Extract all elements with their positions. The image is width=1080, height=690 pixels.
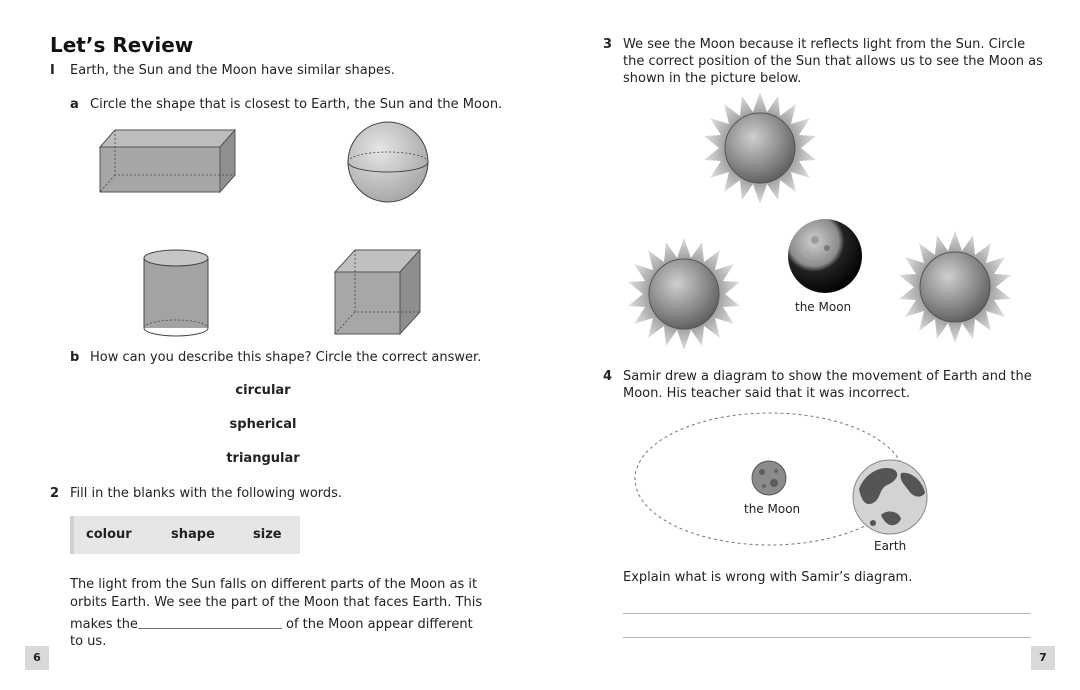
question-3-number: 3 [603, 37, 613, 52]
small-moon-image [750, 461, 790, 497]
question-3-line: the correct position of the Sun that allows us to see the Moon as [623, 54, 1043, 69]
moon-label: the Moon [795, 300, 852, 314]
page-title: Let’s Review [50, 33, 194, 57]
word-bank [70, 516, 300, 554]
question-2-number: 2 [50, 486, 60, 501]
question-1b-text: How can you describe this shape? Circle the correct answer. [90, 350, 482, 365]
sun-option-top[interactable] [704, 92, 816, 204]
question-1-number: I [50, 63, 55, 78]
question-4-line: Samir drew a diagram to show the movement of Earth and the [623, 369, 1032, 384]
answer-option-triangular[interactable]: triangular [226, 451, 300, 466]
paragraph-line: makes the [70, 617, 138, 632]
moon-image [787, 218, 863, 294]
page-number: 7 [1031, 646, 1055, 670]
cube-shape[interactable] [332, 247, 424, 337]
answer-line[interactable] [623, 613, 1030, 614]
cylinder-shape[interactable] [140, 248, 212, 336]
word-bank-item: colour [86, 527, 132, 542]
question-1-text: Earth, the Sun and the Moon have similar shapes. [70, 63, 395, 78]
question-1a-text: Circle the shape that is closest to Earth, the Sun and the Moon. [90, 97, 503, 112]
question-4-prompt: Explain what is wrong with Samir’s diagram. [623, 570, 913, 585]
word-bank-item: shape [171, 527, 215, 542]
page-number: 6 [25, 646, 49, 670]
answer-option-circular[interactable]: circular [235, 383, 291, 398]
question-4-number: 4 [603, 369, 613, 384]
earth-label: Earth [874, 539, 907, 553]
sun-option-left[interactable] [628, 238, 740, 350]
word-bank-item: size [253, 527, 282, 542]
sun-option-right[interactable] [899, 231, 1011, 343]
paragraph-line: orbits Earth. We see the part of the Moon that faces Earth. This [70, 595, 483, 610]
cuboid-shape[interactable] [95, 125, 240, 197]
question-3-line: We see the Moon because it reflects light from the Sun. Circle [623, 37, 1026, 52]
question-4-line: Moon. His teacher said that it was incorrect. [623, 386, 910, 401]
question-1b-label: b [70, 350, 80, 365]
answer-option-spherical[interactable]: spherical [229, 417, 297, 432]
paragraph-line: of the Moon appear different [286, 617, 473, 632]
answer-line[interactable] [623, 637, 1030, 638]
question-3-line: shown in the picture below. [623, 71, 802, 86]
question-1a-label: a [70, 97, 79, 112]
sphere-shape[interactable] [346, 120, 432, 206]
paragraph-line: to us. [70, 634, 107, 649]
paragraph-line: The light from the Sun falls on different parts of the Moon as it [70, 577, 478, 592]
small-moon-label: the Moon [744, 502, 801, 516]
question-2-text: Fill in the blanks with the following words. [70, 486, 343, 501]
fill-blank-line[interactable] [138, 628, 282, 629]
earth-image [851, 459, 931, 535]
